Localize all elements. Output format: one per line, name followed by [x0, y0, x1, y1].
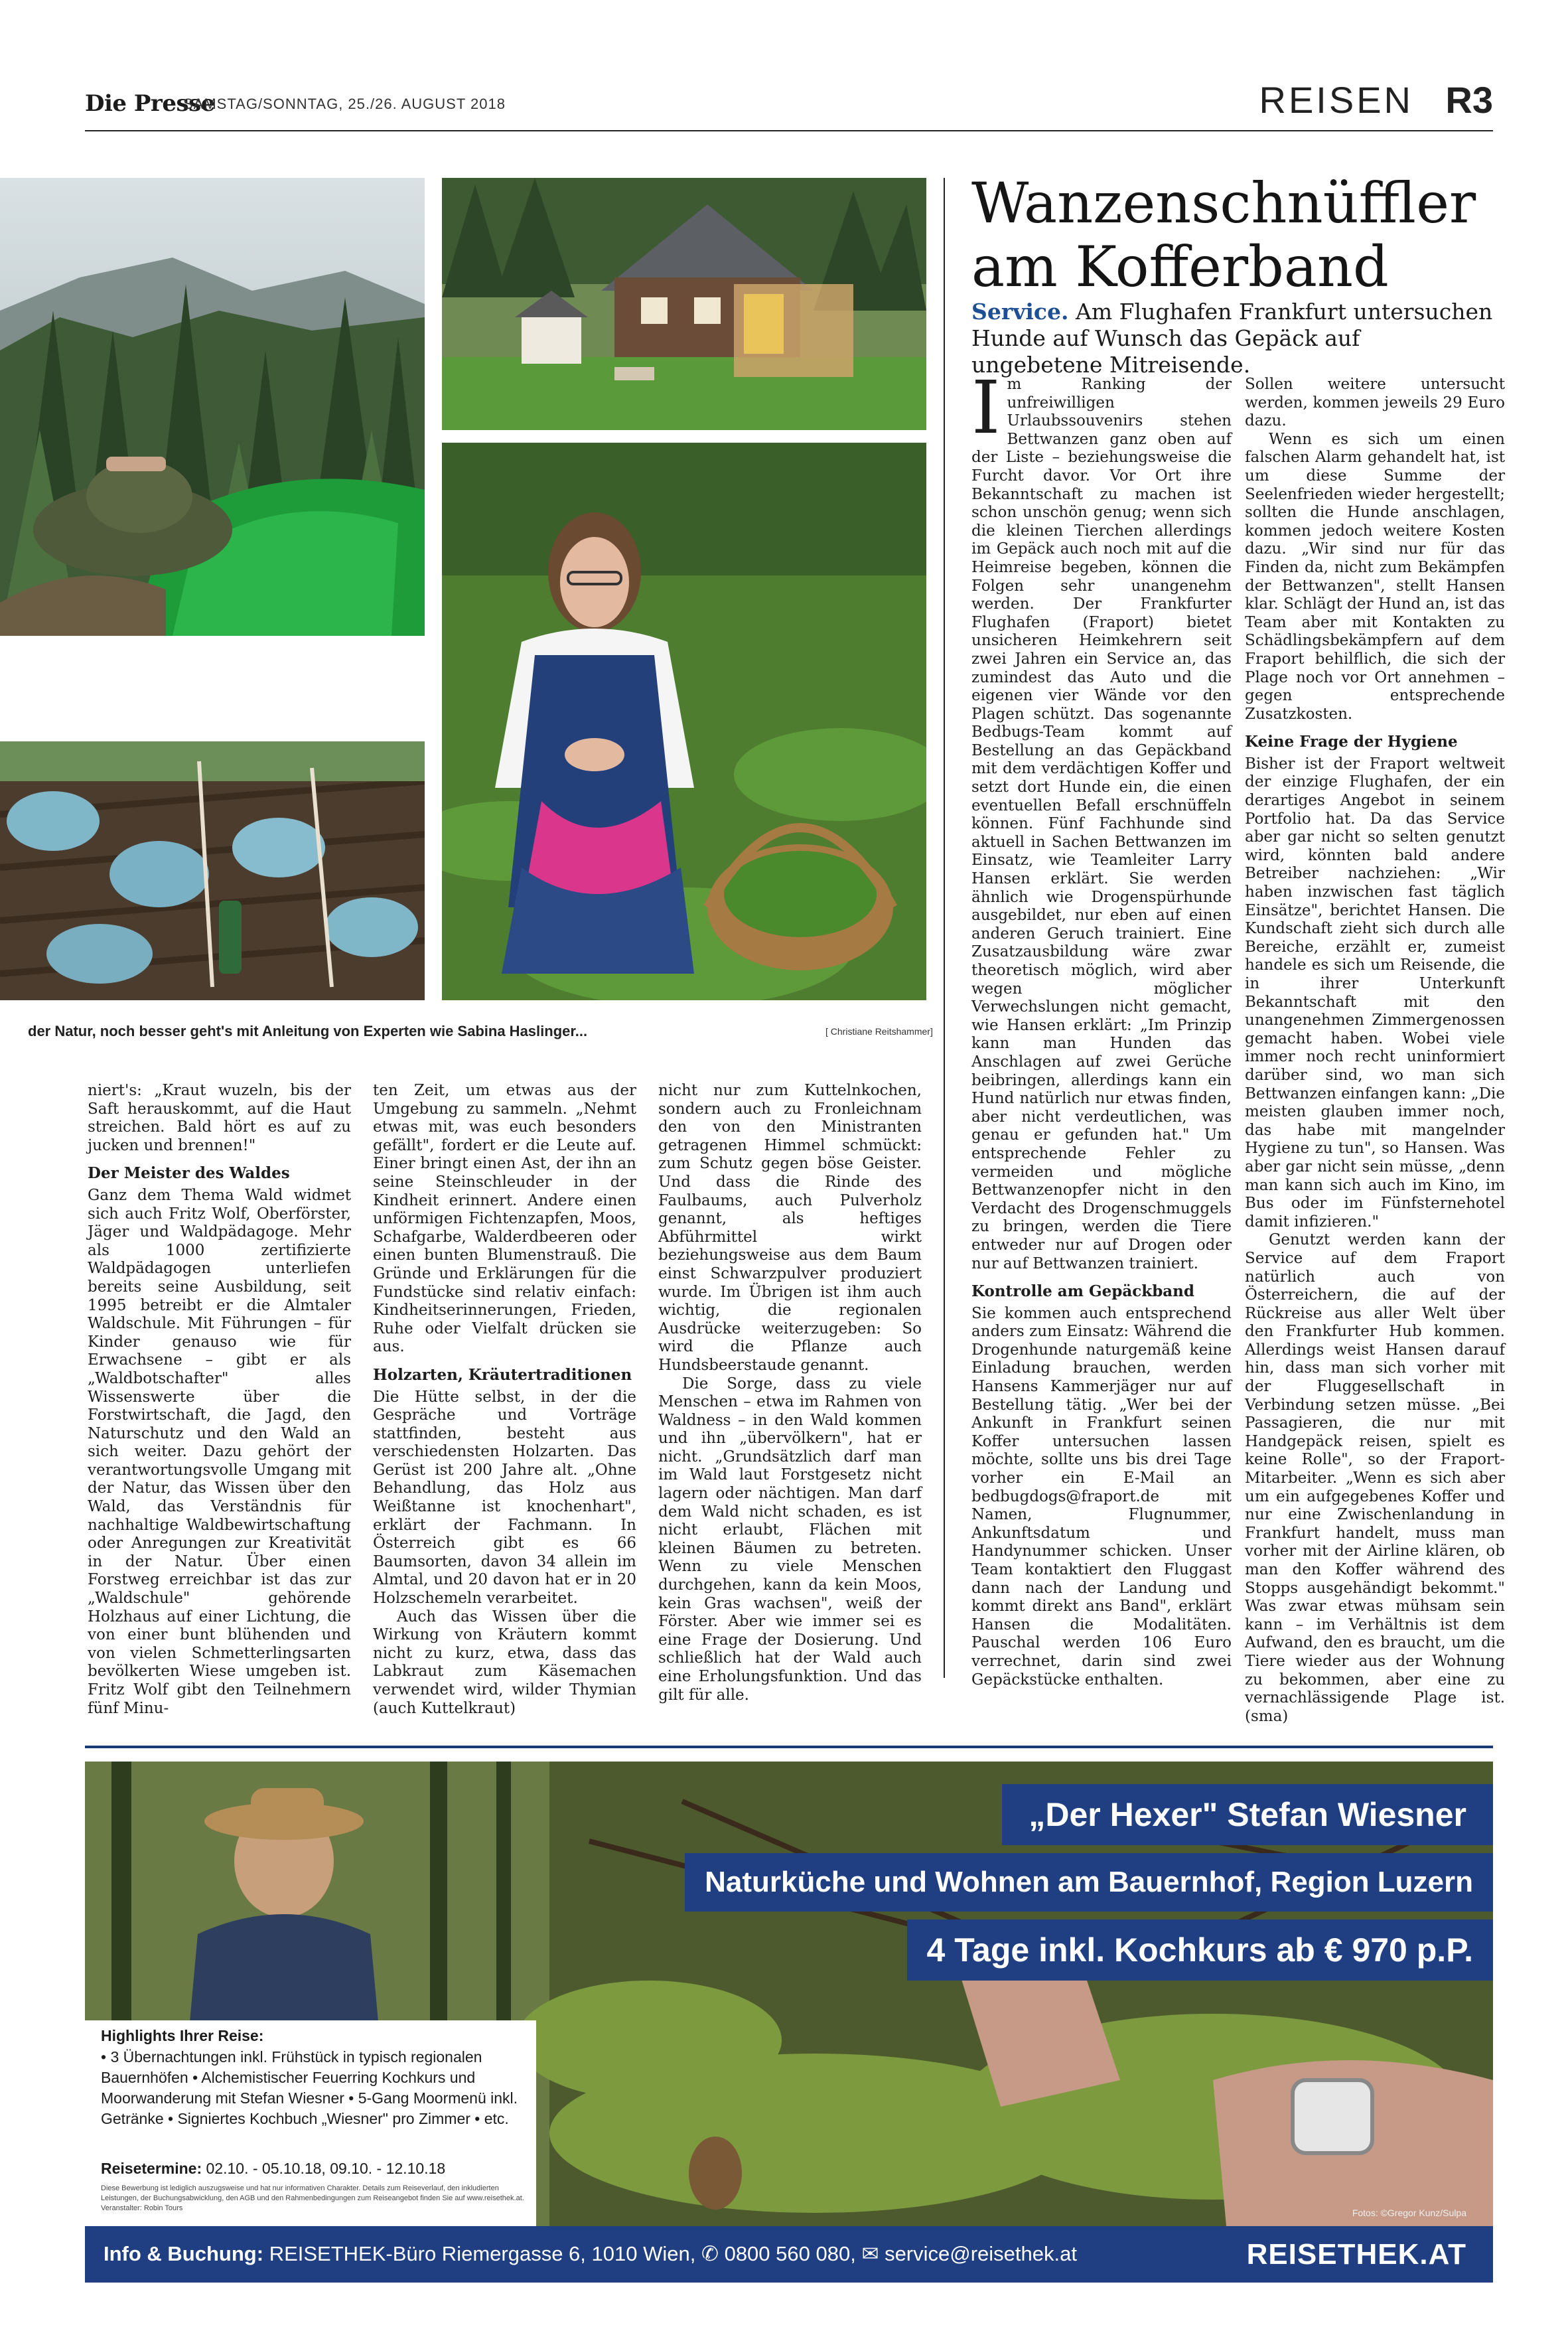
- paragraph: Sollen weitere untersucht werden, kommen jeweils 29 Euro dazu.: [1245, 376, 1505, 430]
- lead-keyword: Service.: [971, 299, 1069, 325]
- paragraph: Bisher ist der Fraport weltweit der einzige Flughafen, der ein derartiges Angebot in seinem Portfolio hat. Da das Service aber gar nicht so selten genutzt wird, könnten bald andere Betreiber nachziehen: „Wir haben inzwischen fast täglich Einsätze", berichtet Hansen. Die Kundschaft zieht sich durch alle Bereiche, erzählt er, zumeist handele es sich um Reisende, die in ihrer Unterkunft Bekanntschaft mit den unangenehmen Zimmergenossen gemacht haben. Wobei viele immer noch recht uninformiert darüber sind, wo man sich Bettwanzen einfangen kann: „Die meisten glauben immer noch, das habe mit mangelnder Hygiene zu tun", so Hansen. Was aber gar nicht sein müsse, „denn man kann sich auch im Kino, im Bus oder im Fünfsternehotel damit infizieren.": [1245, 755, 1505, 1231]
- ad-banner-title: „Der Hexer" Stefan Wiesner: [1002, 1784, 1493, 1845]
- paragraph: [1245, 1231, 1505, 1726]
- drop-cap: I: [971, 365, 1001, 450]
- phone-number[interactable]: 0800 560 080,: [724, 2242, 856, 2265]
- paragraph: niert's: „Kraut wuzeln, bis der Saft herauskommt, auf die Haut streichen. Bald hört es auf zu jucken und brennen!": [88, 1082, 351, 1154]
- left-article-column-3: [658, 1082, 922, 1704]
- photo-forest-hat: [0, 178, 425, 636]
- paragraph: nicht nur zum Kuttelnkochen, sondern auch zu Fronleichnam den von den Ministranten getragenen Himmel schmückt: zum Schutz gegen böse Geister. Und dass die Rinde des Faulbaums, auch Pulverholz genannt, als heftiges Abführmittel wirkt beziehungsweise aus dem Baum einst Schwarzpulver produziert wurde. Im Übrigen ist ihm auch wichtig, die regionalen Ausdrücke weiterzugeben: So wird die Pflanze auch Hundsbeerstaude genannt.: [658, 1082, 922, 1374]
- issue-date: SAMSTAG/SONNTAG, 25./26. AUGUST 2018: [183, 96, 506, 112]
- ad-banner-subtitle: Naturküche und Wohnen am Bauernhof, Region Luzern: [685, 1853, 1493, 1912]
- column-divider: [944, 178, 945, 1678]
- author-signature: (sma): [1245, 1707, 1289, 1725]
- ad-banner-price: 4 Tage inkl. Kochkurs ab € 970 p.P.: [907, 1919, 1494, 1981]
- paragraph: ten Zeit, um etwas aus der Umgebung zu sammeln. „Nehmt etwas mit, was euch besonders gefällt", fordert er die Leute auf. Einer bringt einen Ast, der ihn an seine Steinschleuder in der Kindheit erinnert. Andere einen unförmigen Fichtenzapfen, Moos, Schafgarbe, Walderdbeeren oder einen bunten Blumenstrauß. Die Gründe und Erklärungen für die Fundstücke sind relativ einfach: Kindheitserinnerungen, Frieden, Ruhe oder Vielfalt drücken sie aus.: [373, 1082, 636, 1356]
- paragraph: Ganz dem Thema Wald widmet sich auch Fritz Wolf, Oberförster, Jäger und Waldpädagoge. Mehr als 1000 zertifizierte Waldpädagogen unterliefen bereits seine Ausbildung, seit 1995 betreibt er die Almtaler Waldschule. Mit Führungen – für Kinder genauso wie für Erwachsene – gibt er als „Waldbotschafter" alles Wissenswerte über die Forstwirtschaft, die Jagd, den Naturschutz und den Wald an sich weiter. Dazu gehört der verantwortungsvolle Umgang mit der Natur, das Wissen über den Wald, das Verständnis für nachhaltige Waldbewirtschaftung oder Anregungen zur Kreativität in der Natur. Über einen Forstweg erreichbar ist das zur „Waldschule" gehörende Holzhaus auf einer Lichtung, die von einer bunt blühenden und von vielen Schmetterlingsarten bevölkerten Wiese umgeben ist. Fritz Wolf gibt den Teilnehmern fünf Minu-: [88, 1186, 351, 1717]
- highlights-list: • 3 Übernachtungen inkl. Frühstück in typisch regionalen Bauernhöfen • Alchemistischer Feuerring Kochkurs und Moorwanderung mit Stefan Wiesner • 5-Gang Moormenü inkl. Getränke • Signiertes Kochbuch „Wiesner" pro Zimmer • etc.: [101, 2048, 518, 2127]
- subheading: Holzarten, Kräutertraditionen: [373, 1365, 632, 1384]
- masthead: [85, 78, 1493, 131]
- left-article-column-1: [88, 1082, 351, 1718]
- paragraph-text: m Ranking der unfreiwilligen Urlaubssouvenirs stehen Bettwanzen ganz oben auf der Liste – beziehungsweise die Furcht davor. Vor Ort ihre Bekanntschaft zu machen ist schon unschön genug; wenn sich die kleinen Tierchen allerdings im Gepäck auch noch mit auf die Heimreise begeben, können die Folgen sehr unangenehm werden. Der Frankfurter Flughafen (Fraport) bietet unsicheren Heimkehrern seit zwei Jahren ein Service an, das zumindest das Auto und die eigenen vier Wände vor den Plagen schützt. Das sogenannte Bedbugs-Team kommt auf Bestellung an das Gepäckband mit dem verdächtigen Koffer und setzt dort Hunde ein, die einen eventuellen Befall erschnüffeln können. Fünf Fachhunde sind aktuell in Sachen Bettwanzen im Einsatz, wie Teamleiter Larry Hansen erklärt. Sie werden ähnlich wie Drogenspürhunde ausgebildet, nur eben auf einen anderen Geruch trainiert. Eine Zusatzausbildung wäre zwar theoretisch möglich, wird aber wegen möglicher Verwechslungen nicht gemacht, wie Hansen erklärt: „Im Prinzip kann man Hunden das Anschlagen auf zwei Gerüche beibringen, allerdings kann ein Hund natürlich nur etwas finden, aber nicht verdeutlichen, was genau er gefunden hat." Um entsprechende Fehler zu vermeiden und mögliche Bettwanzenopfer nicht in den Verdacht des Drogenschmuggels zu bringen, werden die Tiere entweder nur auf Drogen oder nur auf Bettwanzen trainiert.: [971, 376, 1232, 1272]
- lead-text: Am Flughafen Frankfurt untersuchen Hunde auf Wunsch das Gepäck auf ungebetene Mitreisende.: [971, 299, 1493, 378]
- dates-label: Reisetermine:: [101, 2160, 202, 2177]
- dates-value: 02.10. - 05.10.18, 09.10. - 12.10.18: [206, 2160, 446, 2177]
- highlights-box: [85, 2020, 536, 2226]
- paragraph: Auch das Wissen über die Wirkung von Kräutern kommt nicht zu kurz, etwa, dass das Labkraut zum Käsemachen verwendet wird, wilder Thymian (auch Kuttelkraut): [373, 1608, 636, 1717]
- phone-icon: ✆: [701, 2242, 719, 2265]
- section-title: REISEN: [1259, 79, 1413, 121]
- ad-disclaimer: Diese Bewerbung ist lediglich auszugsweise und hat nur informativen Charakter. Details zum Reiseverlauf, den inkludierten Leistungen, der Buchungsabwicklung, den AGB und den Rahmenbedingungen zum Reiseangebot finden Sie auf www.reisethek.at. Veranstalter: Robin Tours: [101, 2184, 524, 2212]
- photo-caption: der Natur, noch besser geht's mit Anleitung von Experten wie Sabina Haslinger...: [28, 1023, 588, 1039]
- ad-photo-credit: Fotos: ©Gregor Kunz/Sulpa: [1352, 2208, 1466, 2218]
- subheading: Der Meister des Waldes: [88, 1164, 290, 1183]
- highlights-title: Highlights Ihrer Reise:: [101, 2027, 264, 2044]
- photo-credit: [ Christiane Reitshammer]: [825, 1026, 933, 1037]
- photo-picnic-table: [0, 741, 425, 1000]
- paragraph: Die Sorge, dass zu viele Menschen – etwa im Rahmen von Waldness – in den Wald kommen und ihn „übervölkern", hat er nicht. „Grundsätzlich darf man im Wald laut Forstgesetz nicht lagern oder nächtigen. Man darf dem Wald nicht schaden, es ist nicht erlaubt, Flächen mit kleinen Bäumen zu betreten. Wenn zu viele Menschen durchgehen, kann da kein Moos, kein Gras wachsen", weiß der Förster. Aber wie immer sei es eine Frage der Dosierung. Und schließlich hat der Wald auch eine Erholungsfunktion. Und das gilt für alle.: [658, 1375, 922, 1704]
- mail-icon: ✉: [861, 2242, 879, 2265]
- photo-forest-house: [442, 178, 926, 430]
- paragraph-text: Genutzt werden kann der Service auf dem Fraport natürlich auch von Österreichern, die auf der Rückreise aus aller Welt über den Frankfurter Hub kommen. Allerdings weist Hansen darauf hin, dass man sich vorher mit der Fluggesellschaft in Verbindung setzen müsse. „Bei Passagieren, die nur mit Handgepäck reisen, spielt es keine Rolle", so der Fraport-Mitarbeiter. „Wenn es sich aber um ein aufgegebenes Koffer und nur eine Zwischenlandung in Frankfurt handelt, muss man vorher mit der Airline klären, ob man den Koffer während des Stopps ausgehändigt bekommt." Was zwar etwas mühsam sein kann – im Verhältnis ist dem Aufwand, den es braucht, um die Tiere wieder aus der Wohnung zu bekommen, aber eine zu vernachlässigende Plage ist.: [1245, 1231, 1505, 1707]
- paragraph: Wenn es sich um einen falschen Alarm gehandelt hat, ist um diese Summe der Seelenfrieden wieder hergestellt; sollten die Hunde anschlagen, kommen jedoch weitere Kosten dazu. „Wir sind nur für das Finden da, nicht zum Bekämpfen der Bettwanzen", stellt Hansen klar. Schlägt der Hund an, ist das Team aber mit Kontakten zu Schädlingsbekämpfern auf dem Fraport behilflich, die sich der Plage noch vor Ort annehmen – gegen entsprechende Zusatzkosten.: [1245, 430, 1505, 723]
- photo-herb-expert: [442, 443, 926, 1000]
- right-article-column-2: [1245, 376, 1505, 1726]
- booking-bar: [85, 2226, 1493, 2283]
- page-number: R3: [1445, 79, 1493, 121]
- right-article-column-1: [971, 365, 1232, 1689]
- email-address[interactable]: service@reisethek.at: [885, 2242, 1077, 2265]
- article-lead: [971, 299, 1496, 378]
- paragraph: [971, 365, 1232, 1273]
- newspaper-logo: Die Presse: [85, 90, 215, 117]
- travel-dates: [101, 2160, 445, 2178]
- info-label: Info & Buchung:: [104, 2242, 264, 2265]
- subheading: Kontrolle am Gepäckband: [971, 1282, 1194, 1301]
- info-address: REISETHEK-Büro Riemergasse 6, 1010 Wien,: [269, 2242, 696, 2265]
- article-headline: Wanzenschnüffler am Kofferband: [971, 171, 1476, 299]
- booking-info: [104, 2242, 1077, 2266]
- travel-advertisement: [85, 1746, 1493, 2271]
- paragraph: Sie kommen auch entsprechend anders zum Einsatz: Während die Drogenhunde naturgemäß keine Einladung brauchen, werden Hansens Kammerjäger nur auf Bestellung tätig. „Wer bei der Ankunft in Frankfurt seinen Koffer untersuchen lassen möchte, sollte uns bis drei Tage vorher ein E-Mail an bedbugdogs@fraport.de mit Namen, Flugnummer, Ankunftsdatum und Handynummer schicken. Unser Team kontaktiert den Fluggast dann nach der Landung und kommt direkt ans Band", erklärt Hansen die Modalitäten. Pauschal werden 106 Euro verrechnet, darin sind zwei Gepäckstücke enthalten.: [971, 1304, 1232, 1689]
- subheading: Keine Frage der Hygiene: [1245, 733, 1458, 751]
- left-article-column-2: [373, 1082, 636, 1718]
- brand-url[interactable]: REISETHEK.AT: [1246, 2238, 1466, 2271]
- paragraph: Die Hütte selbst, in der die Gespräche und Vorträge stattfinden, besteht aus verschiedensten Holzarten. Das Gerüst ist 200 Jahre alt. „Ohne Behandlung, das Holz aus Weißtanne ist knochenhart", erklärt der Fachmann. In Österreich gibt es 66 Baumsorten, davon 34 allein im Almtal, und 20 davon hat er in 20 Holzschemeln verarbeitet.: [373, 1388, 636, 1608]
